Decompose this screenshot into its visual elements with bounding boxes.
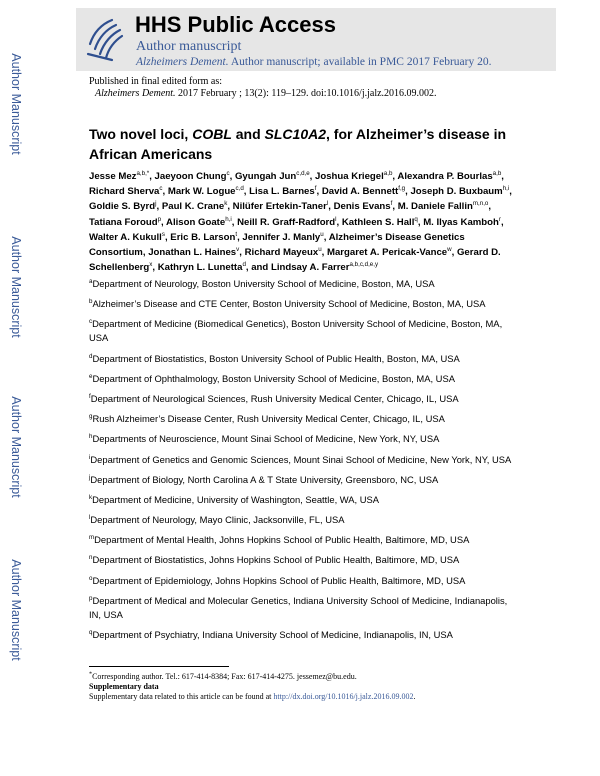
author-name: Richard Sherva bbox=[89, 186, 160, 198]
affiliation-key: i bbox=[89, 453, 91, 461]
affiliation-item bbox=[89, 594, 519, 622]
affiliation-text: Department of Neurological Sciences, Rush University Medical Center, Chicago, IL, USA bbox=[90, 392, 459, 404]
author-affiliation-marks: u bbox=[318, 245, 322, 253]
author-separator: , bbox=[152, 262, 158, 274]
author-separator: , bbox=[417, 216, 424, 228]
affiliation-key: o bbox=[89, 574, 93, 582]
author-affiliation-marks: c bbox=[159, 185, 163, 193]
author-name: Lisa L. Barnes bbox=[249, 186, 315, 198]
affiliation-item bbox=[89, 574, 519, 588]
header-subtitle: Author manuscript bbox=[136, 39, 242, 54]
affiliation-item bbox=[89, 372, 519, 386]
author-separator: , and bbox=[245, 262, 271, 274]
author-affiliation-marks: a,b,* bbox=[136, 169, 150, 177]
affiliation-text: Department of Biostatistics, Johns Hopkins School of Public Health, Baltimore, MD, USA bbox=[92, 554, 460, 566]
affiliation-key: q bbox=[89, 628, 93, 636]
affiliation-item bbox=[89, 317, 519, 345]
affiliation-key: j bbox=[89, 473, 91, 481]
author-separator: , bbox=[156, 201, 162, 213]
author-separator: , bbox=[239, 247, 245, 259]
gene-slc10a2: SLC10A2 bbox=[264, 126, 327, 142]
author-affiliation-marks: q bbox=[414, 215, 418, 223]
author-affiliation-marks: w bbox=[447, 245, 452, 253]
affiliation-item bbox=[89, 412, 519, 426]
author-separator: , bbox=[237, 231, 243, 243]
author-name: Eric B. Larson bbox=[170, 231, 236, 243]
paper-title: Two novel loci, COBL and SLC10A2, for Alzheimer’s disease in African Americans bbox=[89, 126, 507, 162]
author-name: Jennifer J. Manly bbox=[242, 231, 321, 243]
author-affiliation-marks: t bbox=[235, 230, 238, 238]
author-affiliation-marks: a,b bbox=[383, 169, 393, 177]
affiliation-list bbox=[89, 277, 519, 648]
author-separator: , bbox=[231, 216, 238, 228]
author-separator: , bbox=[336, 216, 342, 228]
author-name: Goldie S. Byrd bbox=[89, 201, 156, 213]
author-name: Kathleen S. Hall bbox=[341, 216, 415, 228]
affiliation-item bbox=[89, 513, 519, 527]
author-name: Neill R. Graff-Radford bbox=[237, 216, 336, 228]
publication-line2 bbox=[89, 88, 569, 100]
author-affiliation-marks: l bbox=[335, 215, 337, 223]
author-separator: , bbox=[488, 201, 492, 213]
hhs-eagle-logo-icon bbox=[82, 14, 126, 64]
footnotes bbox=[89, 672, 549, 702]
affiliation-text: Department of Epidemiology, Johns Hopkins School of Public Health, Baltimore, MD, USA bbox=[92, 574, 466, 586]
author-name: Jonathan L. Haines bbox=[148, 247, 237, 259]
affiliation-item bbox=[89, 277, 519, 291]
author-separator: , bbox=[392, 171, 398, 182]
author-affiliation-marks: m,n,o bbox=[472, 200, 489, 208]
author-name: Joseph D. Buxbaum bbox=[410, 186, 503, 198]
hhs-header bbox=[76, 8, 556, 71]
author-name: Mark W. Logue bbox=[167, 186, 236, 198]
author-affiliation-marks: c bbox=[226, 169, 230, 177]
affiliation-text: Department of Medicine, University of Washington, Seattle, WA, USA bbox=[92, 493, 380, 505]
affiliation-text: Rush Alzheimer’s Disease Center, Rush University Medical Center, Chicago, IL, USA bbox=[92, 413, 445, 425]
author-separator: , bbox=[451, 247, 457, 259]
sidebar-label-1: Author Manuscript bbox=[9, 53, 23, 155]
affiliation-text: Department of Neurology, Boston University School of Medicine, Boston, MA, USA bbox=[92, 278, 435, 289]
sidebar-label-3: Author Manuscript bbox=[9, 396, 23, 498]
author-separator: , bbox=[161, 216, 167, 228]
sidebar-label-4: Author Manuscript bbox=[9, 559, 23, 661]
author-name: Jaeyoon Chung bbox=[154, 171, 227, 182]
affiliation-text: Department of Ophthalmology, Boston University School of Medicine, Boston, MA, USA bbox=[92, 372, 455, 384]
author-name: Denis Evans bbox=[333, 201, 391, 213]
supplementary-note: Supplementary data related to this article can be found at http://dx.doi.org/10.1016/j.jalz.2016.09.002. bbox=[89, 692, 416, 701]
publication-line1: Published in final edited form as: bbox=[89, 76, 223, 87]
author-name: Paul K. Crane bbox=[161, 201, 225, 213]
author-affiliation-marks: a,b bbox=[492, 169, 502, 177]
author-affiliation-marks: f bbox=[390, 200, 393, 208]
author-affiliation-marks: x bbox=[149, 261, 153, 269]
publication-journal: Alzheimers Dement. bbox=[95, 88, 176, 99]
author-separator: , bbox=[243, 186, 250, 198]
author-name: Gyungah Jun bbox=[234, 171, 297, 182]
affiliation-item bbox=[89, 473, 519, 487]
header-title: HHS Public Access bbox=[135, 12, 336, 37]
author-affiliation-marks: c,d,e bbox=[296, 169, 310, 177]
author-name: Kathryn L. Lunetta bbox=[157, 262, 243, 274]
author-affiliation-marks: f bbox=[314, 185, 317, 193]
author-separator: , bbox=[309, 171, 316, 182]
author-affiliation-marks: h,i bbox=[502, 185, 510, 193]
author-affiliation-marks: d bbox=[242, 261, 246, 269]
affiliation-item bbox=[89, 453, 519, 467]
author-list bbox=[89, 169, 519, 275]
author-separator: , bbox=[316, 186, 322, 198]
affiliation-key: m bbox=[89, 534, 95, 542]
supplementary-doi-link[interactable]: http://dx.doi.org/10.1016/j.jalz.2016.09.002 bbox=[273, 692, 414, 701]
affiliation-key: k bbox=[89, 493, 93, 501]
author-separator: , bbox=[509, 186, 512, 198]
affiliation-key: p bbox=[89, 594, 93, 602]
affiliation-text: Departments of Neuroscience, Mount Sinai School of Medicine, New York, NY, USA bbox=[92, 433, 440, 445]
author-affiliation-marks: j bbox=[155, 200, 157, 208]
author-name: Walter A. Kukull bbox=[89, 231, 162, 243]
author-name: David A. Bennett bbox=[321, 186, 399, 198]
affiliation-text: Department of Biostatistics, Boston University School of Public Health, Boston, MA, USA bbox=[92, 352, 460, 364]
affiliation-key: n bbox=[89, 554, 93, 562]
author-affiliation-marks: a,b,c,d,e,y bbox=[349, 261, 379, 269]
author-affiliation-marks: k bbox=[224, 200, 228, 208]
author-affiliation-marks: c,d bbox=[235, 185, 244, 193]
publication-info bbox=[89, 76, 569, 100]
affiliation-text: Alzheimer’s Disease and CTE Center, Boston University School of Medicine, Boston, MA, USA bbox=[92, 298, 486, 310]
author-name: Richard Mayeux bbox=[244, 247, 319, 259]
author-name: Alexandra P. Bourlas bbox=[397, 171, 493, 182]
author-separator: , bbox=[323, 231, 329, 243]
author-affiliation-marks: u bbox=[320, 230, 324, 238]
author-name: Nilüfer Ertekin-Taner bbox=[232, 201, 327, 213]
publication-details: 2017 February ; 13(2): 119–129. doi:10.1016/j.jalz.2016.09.002. bbox=[175, 88, 437, 99]
author-separator: , bbox=[328, 201, 334, 213]
author-separator: , bbox=[149, 171, 155, 182]
author-affiliation-marks: r bbox=[498, 215, 501, 223]
author-separator: , bbox=[501, 171, 504, 182]
author-name: Joshua Kriegel bbox=[315, 171, 384, 182]
affiliation-key: h bbox=[89, 433, 93, 441]
affiliation-text: Department of Mental Health, Johns Hopkins School of Public Health, Baltimore, MD, USA bbox=[94, 534, 470, 546]
author-name: Alison Goate bbox=[166, 216, 226, 228]
affiliation-key: b bbox=[89, 298, 93, 306]
header-citation-journal: Alzheimers Dement. bbox=[136, 56, 229, 68]
author-name: Gerard D. Schellenberg bbox=[89, 247, 501, 274]
affiliation-item bbox=[89, 628, 519, 642]
affiliation-text: Department of Biology, North Carolina A & T State University, Greensboro, NC, USA bbox=[90, 473, 439, 485]
affiliation-item bbox=[89, 432, 519, 446]
affiliation-key: a bbox=[89, 277, 93, 285]
author-name: Jesse Mez bbox=[89, 171, 137, 182]
gene-cobl: COBL bbox=[192, 126, 232, 142]
affiliation-key: c bbox=[89, 318, 93, 326]
author-separator: , bbox=[321, 247, 327, 259]
author-affiliation-marks: f,g bbox=[398, 185, 406, 193]
author-affiliation-marks: h,i bbox=[225, 215, 232, 223]
affiliation-text: Department of Neurology, Mayo Clinic, Jacksonville, FL, USA bbox=[90, 514, 345, 526]
author-affiliation-marks: s bbox=[161, 230, 165, 238]
affiliation-key: g bbox=[89, 413, 93, 420]
author-separator: , bbox=[229, 171, 235, 182]
affiliation-key: d bbox=[89, 352, 93, 360]
affiliation-item bbox=[89, 392, 519, 406]
author-name: Tatiana Foroud bbox=[89, 216, 158, 228]
affiliation-item bbox=[89, 533, 519, 547]
author-name: Alzheimer’s Disease Genetics Consortium bbox=[89, 231, 465, 259]
affiliation-text: Department of Psychiatry, Indiana University School of Medicine, Indianapolis, IN, USA bbox=[92, 629, 453, 640]
author-separator: , bbox=[392, 201, 398, 213]
author-name: Lindsay A. Farrer bbox=[270, 262, 350, 274]
author-name: Margaret A. Pericak-Vance bbox=[326, 247, 448, 259]
footnote-divider bbox=[89, 666, 229, 667]
author-separator: , bbox=[142, 247, 149, 259]
author-affiliation-marks: l bbox=[326, 200, 329, 208]
affiliation-item bbox=[89, 352, 519, 366]
affiliation-text: Department of Medicine (Biomedical Genetics), Boston University School of Medicine, Boston, MA, USA bbox=[89, 318, 503, 344]
supplementary-heading: Supplementary data bbox=[89, 682, 159, 691]
sidebar-label-2: Author Manuscript bbox=[9, 236, 23, 338]
affiliation-item bbox=[89, 297, 519, 311]
author-separator: , bbox=[164, 231, 171, 243]
author-separator: , bbox=[500, 216, 504, 228]
affiliation-text: Department of Medical and Molecular Genetics, Indiana University School of Medicine, Indianapolis, IN, USA bbox=[89, 594, 508, 620]
author-separator: , bbox=[162, 186, 168, 198]
corresponding-author-note: *Corresponding author. Tel.: 617-414-8384; Fax: 617-414-4275. jessemez@bu.edu. bbox=[89, 670, 357, 681]
affiliation-key: e bbox=[89, 372, 93, 380]
affiliation-item bbox=[89, 493, 519, 507]
author-name: M. Daniele Fallin bbox=[397, 201, 473, 213]
author-affiliation-marks: p bbox=[157, 215, 162, 223]
affiliation-text: Department of Genetics and Genomic Sciences, Mount Sinai School of Medicine, New York, NY, USA bbox=[90, 453, 512, 465]
affiliation-key: f bbox=[89, 392, 91, 400]
header-citation bbox=[136, 56, 492, 68]
affiliation-item bbox=[89, 553, 519, 567]
author-name: M. Ilyas Kamboh bbox=[423, 216, 499, 228]
affiliation-key: l bbox=[89, 513, 91, 521]
header-citation-rest: Author manuscript; available in PMC 2017 February 20. bbox=[228, 56, 492, 68]
author-affiliation-marks: v bbox=[236, 245, 240, 253]
author-separator: , bbox=[227, 201, 233, 213]
author-separator: , bbox=[405, 186, 411, 198]
